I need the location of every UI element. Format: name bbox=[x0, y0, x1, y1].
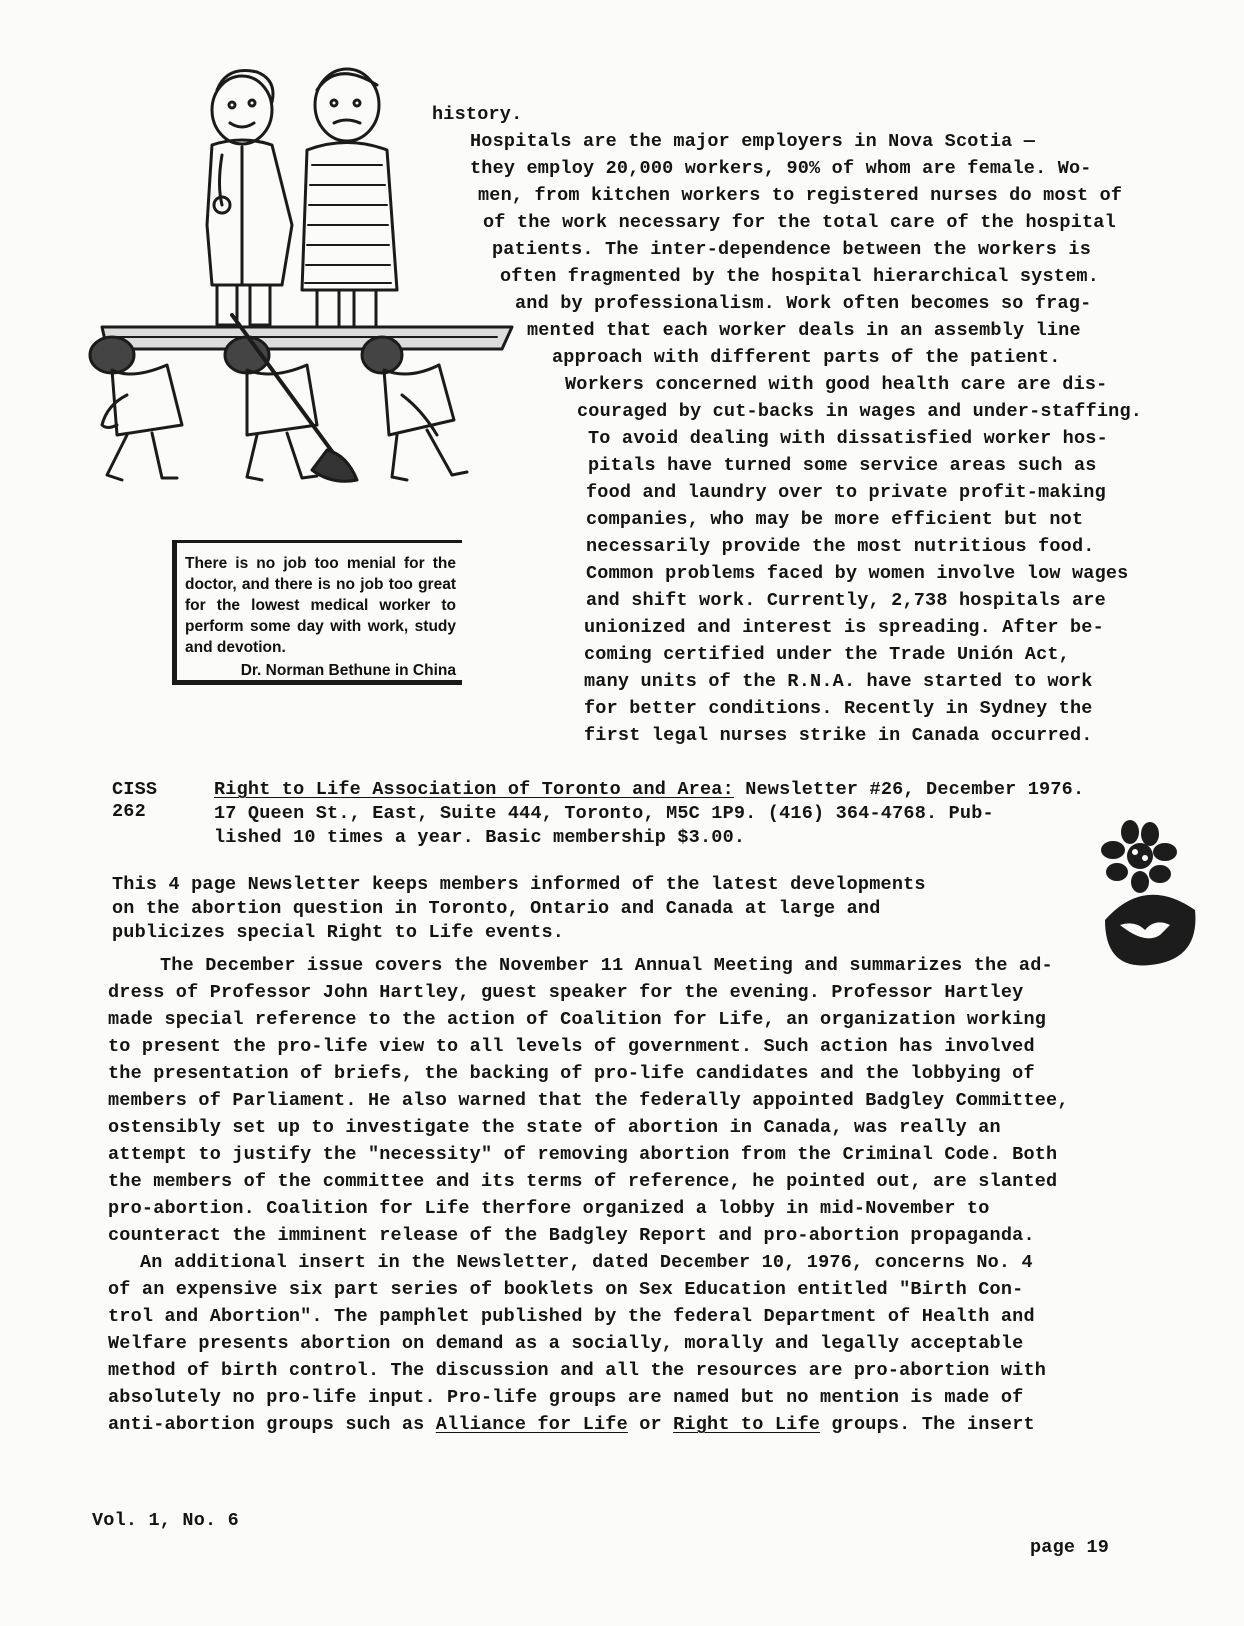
bethune-quote: There is no job too menial for the doctor, and there is no job too great for the lowest medical worker to perform some day with work, study and devotion. bbox=[185, 555, 456, 656]
text-line: of the work necessary for the total care of the hospital bbox=[483, 212, 1116, 233]
entry-title: Right to Life Association of Toronto and Area: bbox=[214, 779, 734, 800]
text-line: history. bbox=[432, 104, 523, 125]
body-line: counteract the imminent release of the Badgley Report and pro-abortion propaganda. bbox=[108, 1225, 1035, 1246]
ciss-reference bbox=[112, 779, 157, 823]
text-line: many units of the R.N.A. have started to work bbox=[584, 671, 1093, 692]
text-line: companies, who may be more efficient but not bbox=[586, 509, 1084, 530]
last-line-mid: or bbox=[627, 1414, 674, 1435]
entry-title-rest: Newsletter #26, December 1976. bbox=[733, 779, 1085, 800]
text-line: To avoid dealing with dissatisfied worker hos- bbox=[588, 428, 1108, 449]
text-line: men, from kitchen workers to registered nurses do most of bbox=[478, 185, 1123, 206]
body-line-last bbox=[108, 1414, 1035, 1436]
entry-title-line bbox=[214, 779, 1084, 801]
text-line: often fragmented by the hospital hierarchical system. bbox=[500, 266, 1099, 287]
ciss-label: CISS bbox=[112, 779, 158, 800]
body-line: members of Parliament. He also warned that the federally appointed Badgley Committee, bbox=[108, 1090, 1069, 1111]
last-line-prefix: anti-abortion groups such as bbox=[108, 1414, 436, 1435]
body-line: dress of Professor John Hartley, guest speaker for the evening. Professor Hartley bbox=[108, 982, 1024, 1003]
text-line: Hospitals are the major employers in Nova Scotia — bbox=[470, 131, 1036, 152]
body-line: An additional insert in the Newsletter, dated December 10, 1976, concerns No. 4 bbox=[140, 1252, 1033, 1273]
right-to-life-link: Right to Life bbox=[673, 1414, 821, 1435]
body-line: This 4 page Newsletter keeps members informed of the latest developments bbox=[112, 874, 926, 895]
body-line: The December issue covers the November 11 Annual Meeting and summarizes the ad- bbox=[160, 955, 1053, 976]
text-line: they employ 20,000 workers, 90% of whom are female. Wo- bbox=[470, 158, 1092, 179]
body-line: attempt to justify the "necessity" of removing abortion from the Criminal Code. Both bbox=[108, 1144, 1058, 1165]
body-line: absolutely no pro-life input. Pro-life groups are named but no mention is made of bbox=[108, 1387, 1024, 1408]
body-line: on the abortion question in Toronto, Ontario and Canada at large and bbox=[112, 898, 881, 919]
body-line: trol and Abortion". The pamphlet published by the federal Department of Health and bbox=[108, 1306, 1035, 1327]
text-line: Workers concerned with good health care are dis- bbox=[565, 374, 1108, 395]
volume-label: Vol. 1, No. 6 bbox=[92, 1510, 239, 1531]
body-line: the presentation of briefs, the backing of pro-life candidates and the lobbying of bbox=[108, 1063, 1035, 1084]
page-number: page 19 bbox=[1030, 1537, 1110, 1558]
text-line: and by professionalism. Work often becomes so frag- bbox=[515, 293, 1092, 314]
text-line: Common problems faced by women involve low wages bbox=[586, 563, 1129, 584]
text-line: mented that each worker deals in an assembly line bbox=[527, 320, 1081, 341]
body-line: Welfare presents abortion on demand as a socially, morally and legally acceptable bbox=[108, 1333, 1024, 1354]
text-line: couraged by cut-backs in wages and under-staffing. bbox=[577, 401, 1143, 422]
body-line: of an expensive six part series of booklets on Sex Education entitled "Birth Con- bbox=[108, 1279, 1024, 1300]
flower-logo-icon bbox=[1085, 820, 1205, 980]
body-line: to present the pro-life view to all levels of government. Such action has involved bbox=[108, 1036, 1035, 1057]
text-line: and shift work. Currently, 2,738 hospitals are bbox=[586, 590, 1106, 611]
body-line: method of birth control. The discussion and all the resources are pro-abortion with bbox=[108, 1360, 1047, 1381]
text-line: approach with different parts of the patient. bbox=[552, 347, 1061, 368]
entry-address: 17 Queen St., East, Suite 444, Toronto, M5C 1P9. (416) 364-4768. Pub- bbox=[214, 803, 994, 824]
body-line: the members of the committee and its terms of reference, he pointed out, are slanted bbox=[108, 1171, 1058, 1192]
text-line: for better conditions. Recently in Sydney the bbox=[584, 698, 1093, 719]
text-line: pitals have turned some service areas such as bbox=[588, 455, 1097, 476]
body-line: made special reference to the action of Coalition for Life, an organization working bbox=[108, 1009, 1047, 1030]
entry-membership: lished 10 times a year. Basic membership $3.00. bbox=[214, 827, 746, 848]
bethune-attribution: Dr. Norman Bethune in China bbox=[240, 662, 456, 679]
text-line: unionized and interest is spreading. After be- bbox=[584, 617, 1104, 638]
text-line: patients. The inter-dependence between the workers is bbox=[492, 239, 1091, 260]
text-line: food and laundry over to private profit-making bbox=[586, 482, 1106, 503]
text-line: coming certified under the Trade Unión Act, bbox=[584, 644, 1070, 665]
last-line-suffix: groups. The insert bbox=[820, 1414, 1035, 1435]
text-line: necessarily provide the most nutritious food. bbox=[586, 536, 1095, 557]
body-line: publicizes special Right to Life events. bbox=[112, 922, 565, 943]
bethune-quote-box bbox=[172, 540, 462, 685]
text-line: first legal nurses strike in Canada occurred. bbox=[584, 725, 1093, 746]
body-line: ostensibly set up to investigate the state of abortion in Canada, was really an bbox=[108, 1117, 1001, 1138]
ciss-number: 262 bbox=[112, 801, 146, 822]
alliance-for-life-link: Alliance for Life bbox=[435, 1414, 628, 1435]
body-line: pro-abortion. Coalition for Life therfore organized a lobby in mid-November to bbox=[108, 1198, 990, 1219]
